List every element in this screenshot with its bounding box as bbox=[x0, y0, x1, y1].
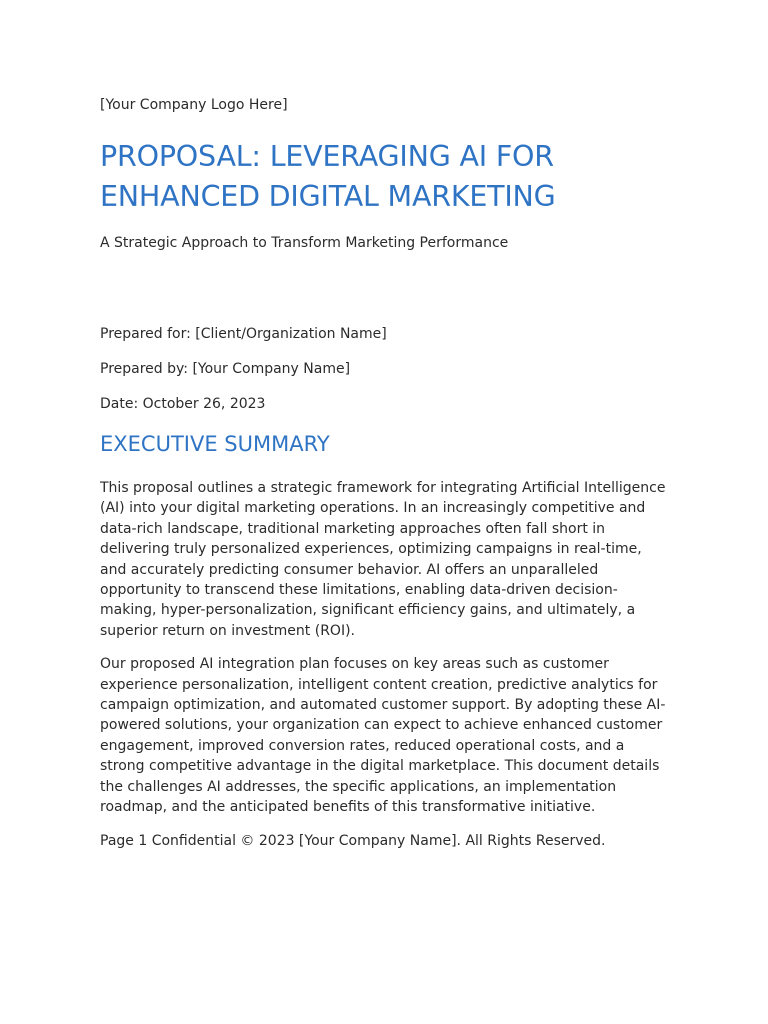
prepared-for-line: Prepared for: [Client/Organization Name] bbox=[100, 326, 387, 342]
prepared-by-line: Prepared by: [Your Company Name] bbox=[100, 361, 351, 377]
proposal-subtitle: A Strategic Approach to Transform Marketing Performance bbox=[100, 235, 509, 251]
executive-summary-heading: EXECUTIVE SUMMARY bbox=[100, 432, 330, 456]
page-footer: Page 1 Confidential © 2023 [Your Company Name]. All Rights Reserved. bbox=[100, 832, 606, 849]
date-line: Date: October 26, 2023 bbox=[100, 396, 266, 412]
company-logo-placeholder: [Your Company Logo Here] bbox=[100, 97, 288, 113]
executive-summary-paragraph: This proposal outlines a strategic framework for integrating Artificial Intelligence (AI) into your digital marketing operations. In an increasingly competitive and data-rich landscape, traditional marketing approaches often fall short in delivering truly personalized experiences, optimizing campaigns in real-time, and accurately predicting consumer behavior. AI offers an unparalleled opportunity to transcend these limitations, enabling data-driven decision-making, hyper-personalization, significant efficiency gains, and ultimately, a superior return on investment (ROI). bbox=[100, 480, 666, 639]
executive-summary-paragraph: Our proposed AI integration plan focuses on key areas such as customer experience personalization, intelligent content creation, predictive analytics for campaign optimization, and automated customer support. By adopting these AI-powered solutions, your organization can expect to achieve enhanced customer engagement, improved conversion rates, reduced operational costs, and a strong competitive advantage in the digital marketplace. This document details the challenges AI addresses, the specific applications, an implementation roadmap, and the anticipated benefits of this transformative initiative. bbox=[100, 656, 666, 816]
proposal-title: PROPOSAL: LEVERAGING AI FOR ENHANCED DIGITAL MARKETING bbox=[100, 140, 556, 213]
